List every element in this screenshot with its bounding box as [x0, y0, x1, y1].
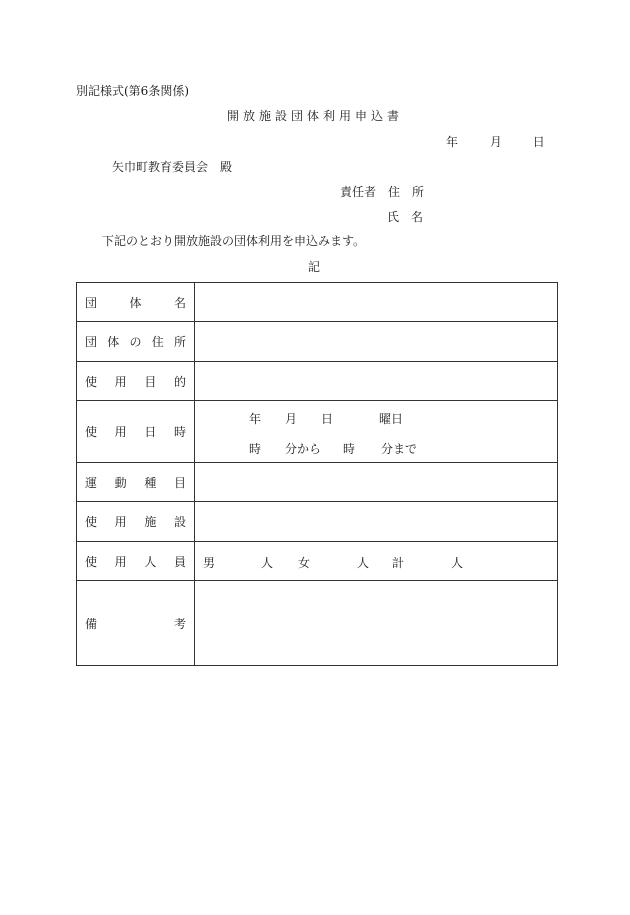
female-unit: 人 [357, 556, 370, 570]
dt-month: 月 [285, 411, 298, 426]
label-char: 体 [129, 295, 142, 310]
row-label-facility [77, 502, 195, 542]
label-char: 用 [114, 515, 127, 529]
dt-minute-to: 分まで [381, 441, 418, 456]
addressee: 矢巾町教育委員会 殿 [112, 160, 233, 174]
dt-hour-from: 時 [249, 441, 262, 456]
label-char: 施 [144, 515, 157, 529]
label-text [77, 333, 194, 350]
label-char: 設 [173, 515, 186, 529]
label-char: 所 [173, 335, 186, 349]
label-char: 時 [173, 425, 186, 439]
dt-minute-from: 分から [285, 441, 322, 456]
label-char: 名 [173, 295, 186, 310]
label-char: 使 [85, 515, 98, 529]
row-label-remarks [77, 581, 195, 666]
date-row [195, 408, 557, 426]
responsible-address-label: 責任者 住 所 [340, 185, 425, 199]
attendees-line [195, 553, 557, 569]
dt-year: 年 [249, 411, 262, 426]
table-row [77, 322, 558, 362]
label-char: 動 [114, 475, 127, 490]
dt-hour-to: 時 [343, 441, 356, 456]
row-label-purpose [77, 362, 195, 401]
date-month-label: 月 [489, 135, 502, 149]
label-char: 考 [173, 616, 186, 631]
label-char: 備 [85, 616, 98, 631]
label-char: 的 [173, 374, 186, 389]
label-text [77, 294, 194, 311]
form-reference: 別記様式(第6条関係) [76, 84, 189, 98]
label-char: 用 [114, 425, 127, 439]
date-day-label: 日 [532, 135, 545, 149]
dt-weekday: 曜日 [379, 411, 404, 426]
label-char: 員 [173, 554, 186, 569]
label-char: の [129, 335, 142, 349]
label-char: 住 [151, 335, 164, 349]
label-char: 種 [144, 475, 157, 490]
attendees-field[interactable] [195, 542, 558, 581]
total-label: 計 [392, 556, 405, 570]
male-label: 男 [203, 556, 216, 570]
ki-label: 記 [308, 260, 321, 274]
table-row [77, 581, 558, 666]
row-label-organization-address [77, 322, 195, 362]
label-char: 使 [85, 425, 98, 439]
sport-field[interactable] [195, 463, 558, 502]
row-label-sport [77, 463, 195, 502]
label-char: 使 [85, 554, 98, 569]
label-char: 目 [144, 374, 157, 389]
table-row [77, 502, 558, 542]
table-row [77, 401, 558, 463]
label-char: 目 [173, 475, 186, 490]
label-char: 体 [107, 335, 120, 349]
label-char: 用 [114, 374, 127, 389]
label-char: 使 [85, 374, 98, 389]
label-text [77, 373, 194, 390]
intro-text: 下記のとおり開放施設の団体利用を申込みます。 [102, 234, 366, 248]
male-unit: 人 [261, 556, 274, 570]
organization-name-field[interactable] [195, 283, 558, 322]
table-row [77, 283, 558, 322]
label-text [77, 423, 194, 440]
application-table [76, 282, 558, 666]
label-char: 運 [85, 475, 98, 490]
total-unit: 人 [451, 556, 464, 570]
table-row [77, 362, 558, 401]
datetime-field[interactable] [195, 401, 558, 463]
label-char: 人 [144, 554, 157, 569]
facility-field[interactable] [195, 502, 558, 542]
date-line [438, 136, 545, 148]
purpose-field[interactable] [195, 362, 558, 401]
label-char: 団 [85, 295, 98, 310]
label-text [77, 615, 194, 632]
label-text [77, 553, 194, 570]
female-label: 女 [298, 556, 311, 570]
table-row [77, 463, 558, 502]
dt-day: 日 [321, 411, 334, 426]
time-row [195, 438, 557, 456]
label-text [77, 474, 194, 491]
form-title: 開放施設団体利用申込書 [226, 109, 403, 123]
remarks-field[interactable] [195, 581, 558, 666]
date-year-label: 年 [446, 135, 459, 149]
label-text [77, 513, 194, 530]
label-char: 日 [144, 425, 157, 439]
row-label-datetime [77, 401, 195, 463]
table-row [77, 542, 558, 581]
row-label-organization-name [77, 283, 195, 322]
label-char: 用 [114, 554, 127, 569]
label-char: 団 [85, 335, 98, 349]
responsible-name-label: 氏 名 [387, 210, 424, 224]
organization-address-field[interactable] [195, 322, 558, 362]
row-label-attendees [77, 542, 195, 581]
